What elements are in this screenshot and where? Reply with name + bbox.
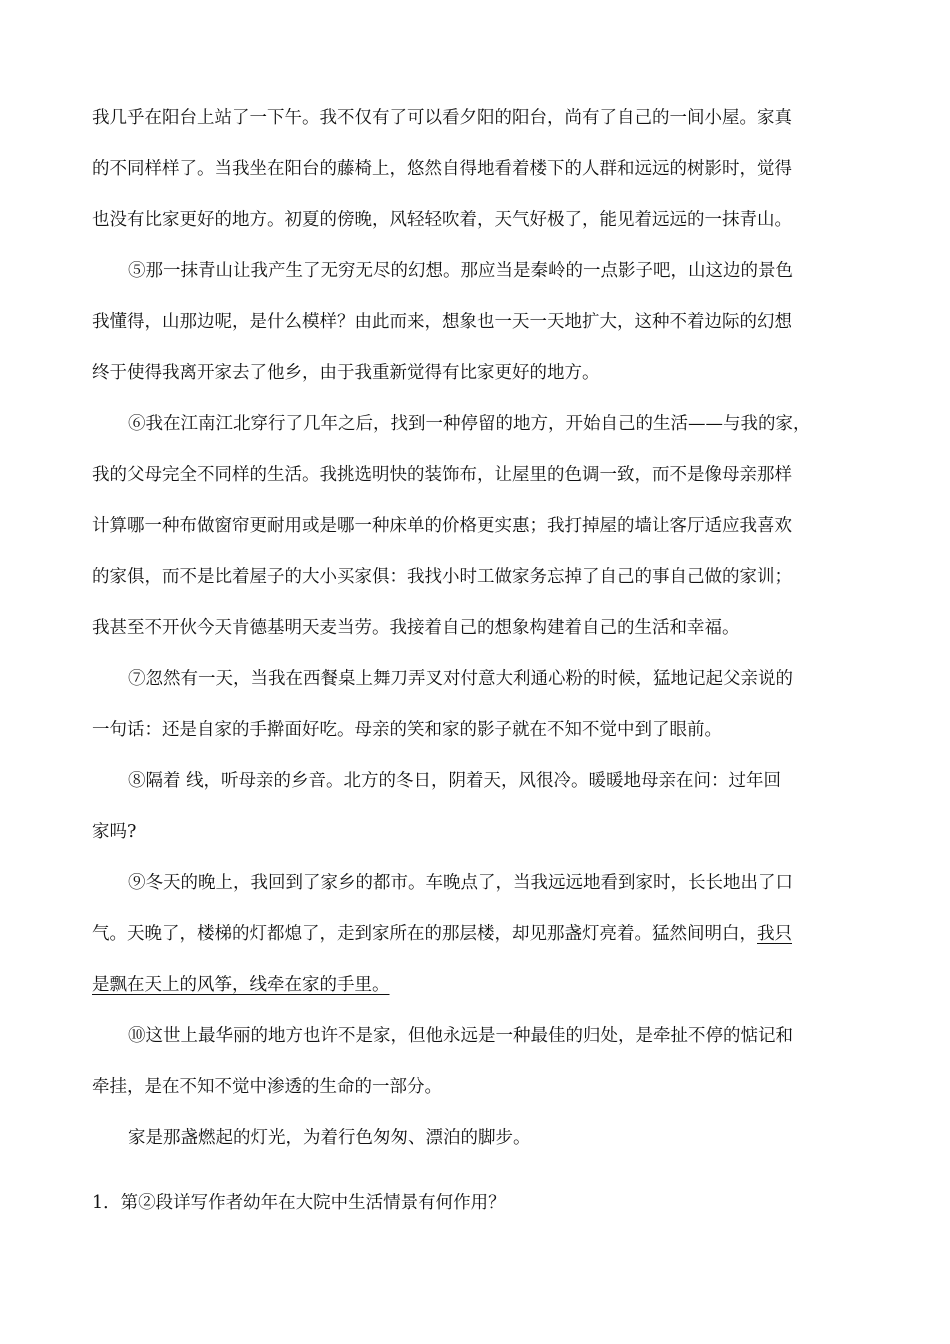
paragraph-8: [92, 756, 872, 858]
text-line: ⑥我在江南江北穿行了几年之后，找到一种停留的地方，开始自己的生活——与我的家，: [128, 414, 811, 434]
text-line: 也没有比家更好的地方。初夏的傍晚，风轻轻吹着，天气好极了，能见着远远的一抹青山。: [92, 210, 792, 230]
text-line: ⑧隔着 线，听母亲的乡音。北方的冬日，阴着天，风很冷。暖暖地母亲在问：过年回: [128, 771, 782, 791]
text-line: ⑨冬天的晚上，我回到了家乡的都市。车晚点了，当我远远地看到家时，长长地出了口: [128, 873, 793, 893]
underlined-sentence-end: 是飘在天上的风筝，线牵在家的手里。: [92, 975, 390, 995]
paragraph-7: [92, 654, 872, 756]
paragraph-6: [92, 399, 872, 654]
paragraph-10: [92, 1011, 872, 1113]
text-plain: 气。天晚了，楼梯的灯都熄了，走到家所在的那层楼，却见那盏灯亮着。猛然间明白，: [92, 924, 757, 944]
text-line: 家是那盏燃起的灯光，为着行色匆匆、漂泊的脚步。: [128, 1128, 531, 1148]
closing-line: [92, 1113, 872, 1164]
text-line: 一句话：还是自家的手擀面好吃。母亲的笑和家的影子就在不知不觉中到了眼前。: [92, 720, 722, 740]
paragraph-5: [92, 246, 872, 399]
text-line: 我的父母完全不同样的生活。我挑选明快的装饰布，让屋里的色调一致，而不是像母亲那样: [92, 465, 792, 485]
text-line: [92, 909, 872, 960]
text-line: 家吗?: [92, 822, 137, 842]
text-line: 的不同样样了。当我坐在阳台的藤椅上，悠然自得地看着楼下的人群和远远的树影时，觉得: [92, 159, 792, 179]
text-line: [92, 960, 872, 1011]
text-line: ⑦忽然有一天，当我在西餐桌上舞刀弄叉对付意大利通心粉的时候，猛地记起父亲说的: [128, 669, 793, 689]
text-line: 的家俱，而不是比着屋子的大小买家俱：我找小时工做家务忘掉了自己的事自己做的家训；: [92, 567, 792, 587]
text-line: 牵挂，是在不知不觉中渗透的生命的一部分。: [92, 1077, 442, 1097]
spacer: [92, 1164, 872, 1178]
text-line: 终于使得我离开家去了他乡，由于我重新觉得有比家更好的地方。: [92, 363, 600, 383]
text-line: 计算哪一种布做窗帘更耐用或是哪一种床单的价格更实惠；我打掉屋的墙让客厅适应我喜欢: [92, 516, 792, 536]
text-line: ⑤那一抹青山让我产生了无穷无尽的幻想。那应当是秦岭的一点影子吧，山这边的景色: [128, 261, 793, 281]
text-line: 我懂得，山那边呢，是什么模样？由此而来，想象也一天一天地扩大，这种不着边际的幻想: [92, 312, 792, 332]
paragraph-9: [92, 858, 872, 1011]
question-1: 1．第②段详写作者幼年在大院中生活情景有何作用？: [92, 1193, 506, 1213]
text-line: ⑩这世上最华丽的地方也许不是家，但他永远是一种最佳的归处，是牵扯不停的惦记和: [128, 1026, 793, 1046]
essay-body: [92, 93, 872, 1229]
text-line: 我甚至不开伙今天肯德基明天麦当劳。我接着自己的想象构建着自己的生活和幸福。: [92, 618, 740, 638]
paragraph-4-continued: [92, 93, 872, 246]
underlined-sentence-start: 我只: [757, 924, 792, 944]
text-line: 我几乎在阳台上站了一下午。我不仅有了可以看夕阳的阳台，尚有了自己的一间小屋。家真: [92, 108, 792, 128]
